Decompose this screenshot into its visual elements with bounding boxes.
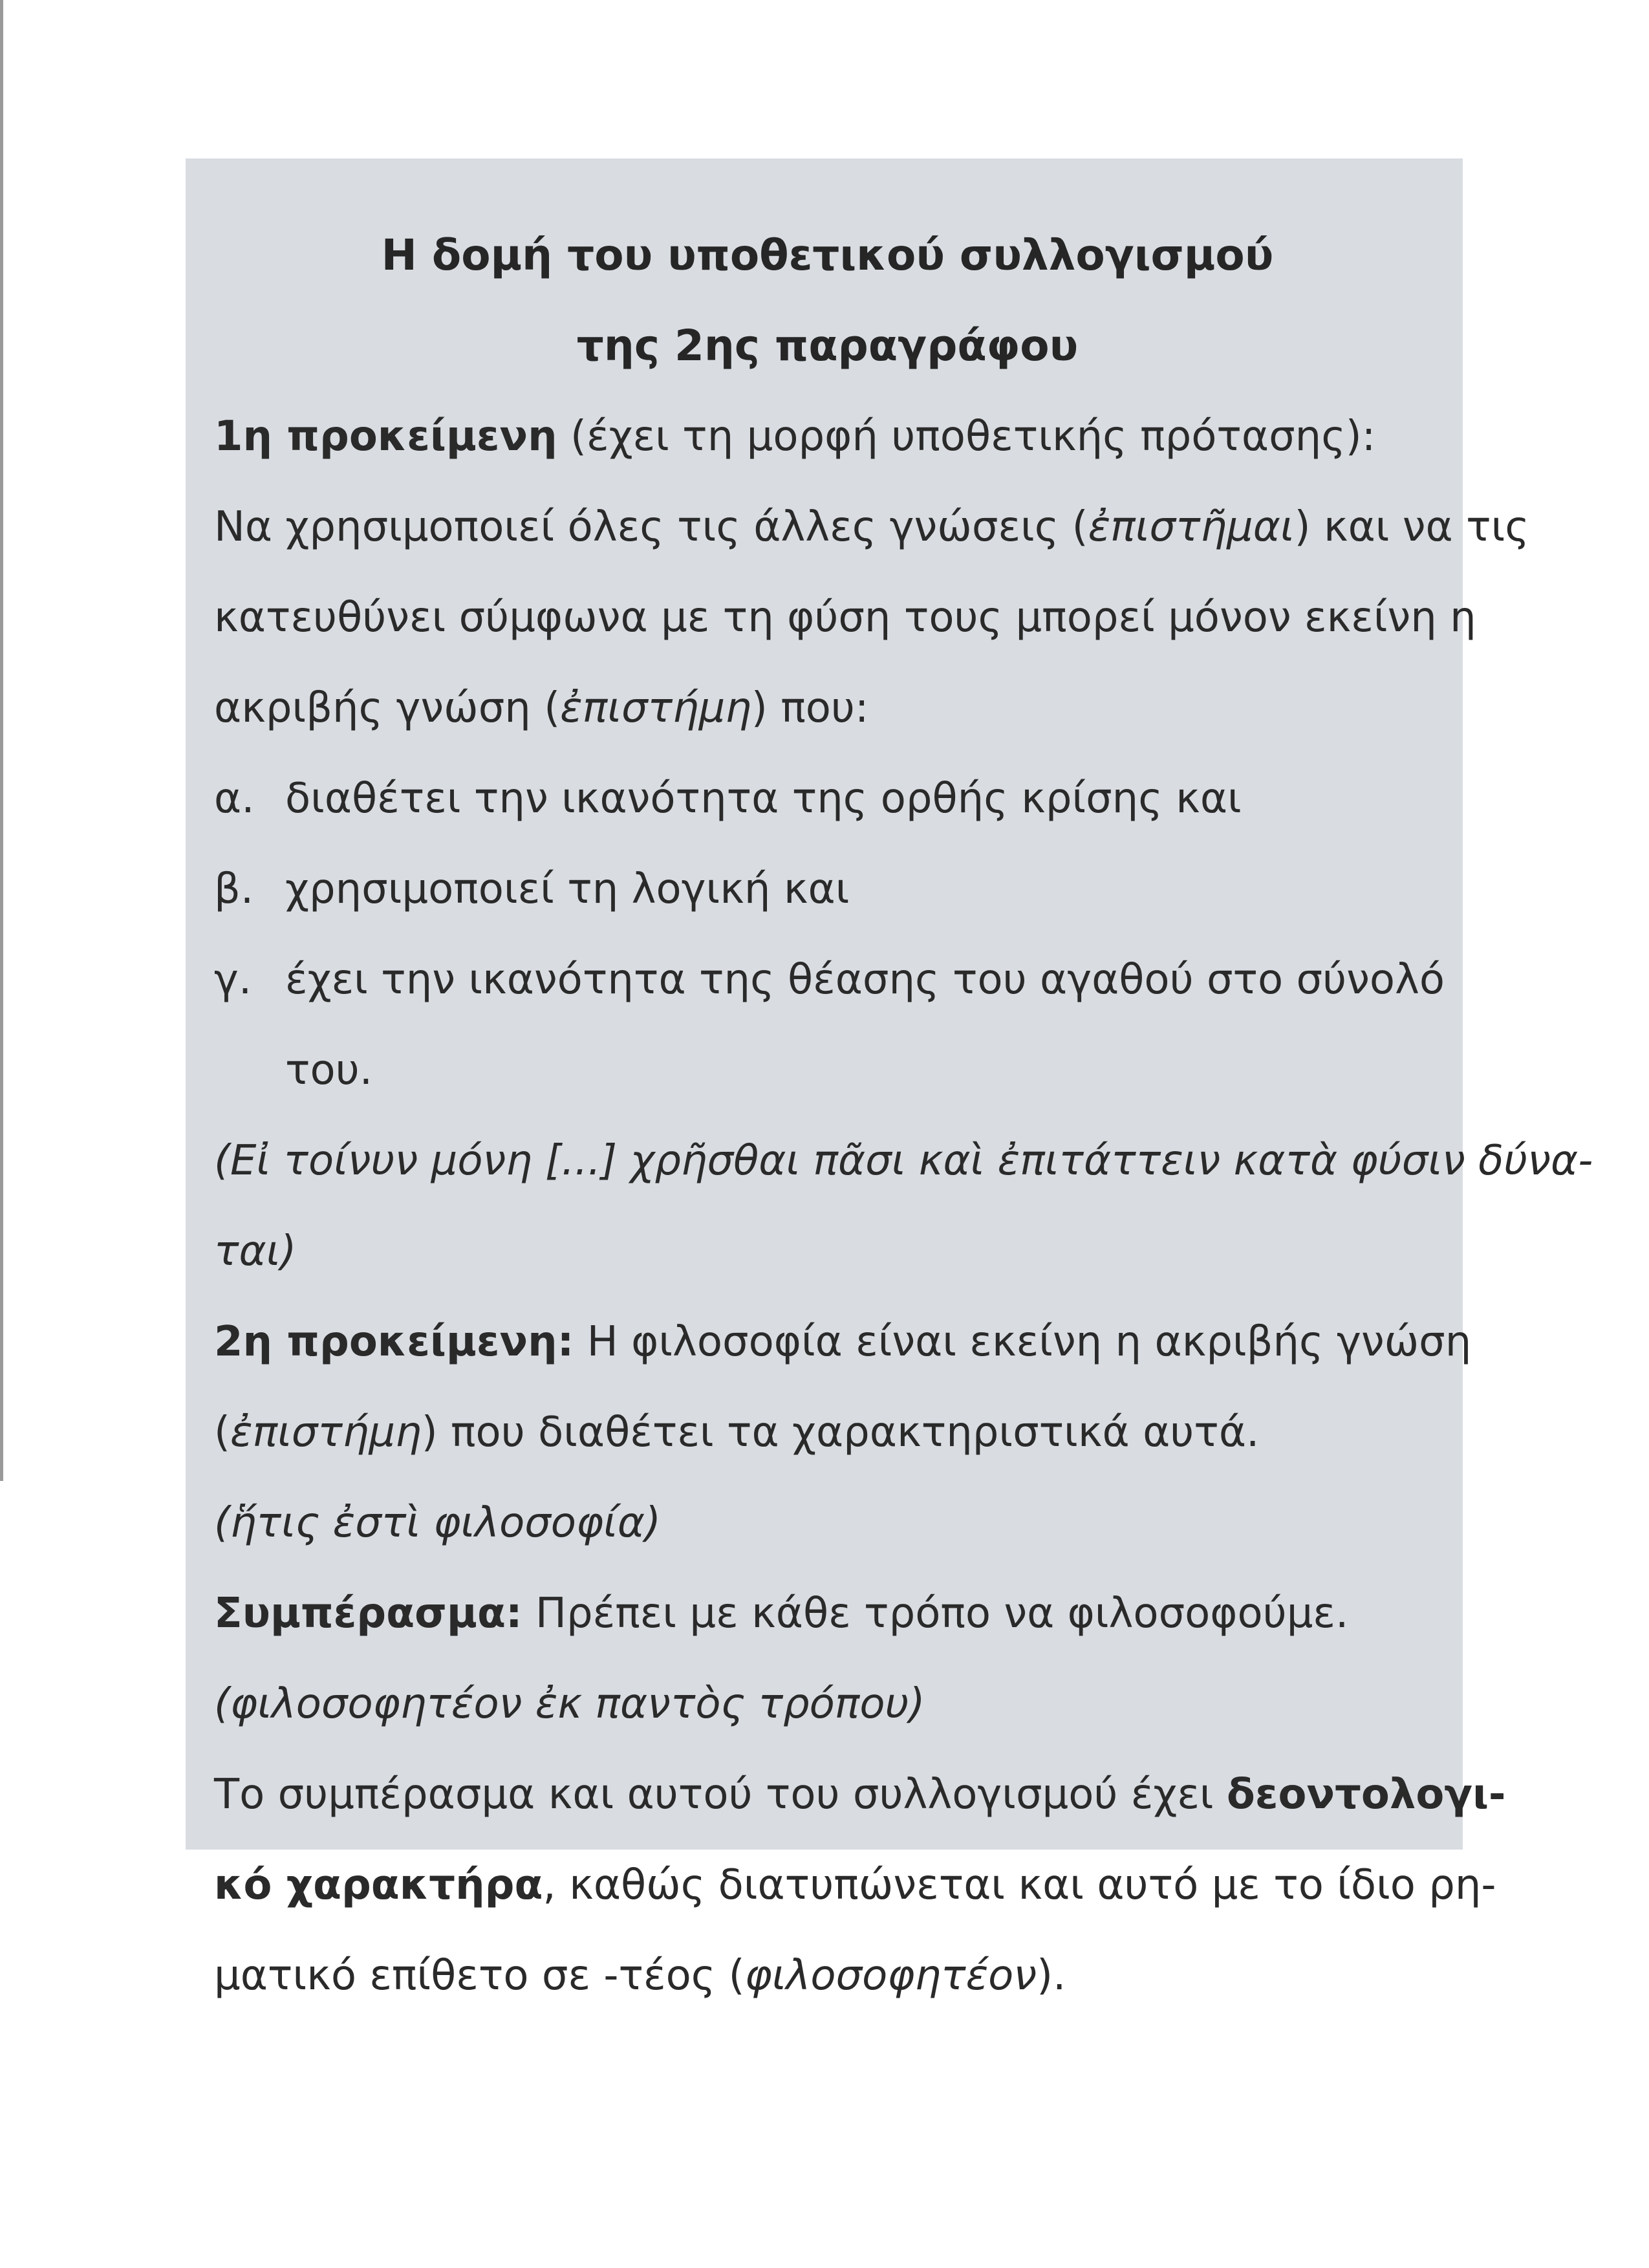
closing-line-3 (214, 1930, 1441, 2021)
premise-1-heading (214, 391, 1441, 482)
closing-bold-term: κό χαρακτήρα (214, 1861, 543, 1909)
premise-1-line-2: κατευθύνει σύμφωνα με τη φύση τους μπορεί μόνον εκείνη η (214, 594, 1476, 642)
premise-1-line-3 (214, 663, 1441, 753)
premise-1-text: ακριβής γνώση ( (214, 684, 561, 732)
conclusion-text: Πρέπει με κάθε τρόπο να φιλοσοφούμε. (522, 1590, 1349, 1637)
list-item-marker: α. (214, 775, 255, 823)
premise-2-text: Η φιλοσοφία είναι εκείνη η ακριβής γνώση (574, 1318, 1472, 1366)
ancient-quote-2: (ἥτις ἐστὶ φιλοσοφία) (214, 1499, 661, 1547)
premise-1-text: ) και να τις (1294, 503, 1529, 551)
premise-1-label: 1η προκείμενη (214, 413, 557, 460)
list-item-marker: γ. (214, 956, 252, 1004)
text-box (186, 158, 1593, 2000)
ancient-greek-term: ἐπιστήμη (560, 684, 751, 732)
ancient-greek-term: φιλοσοφητέον (744, 1952, 1037, 2000)
ancient-quote-1-line-2: ται) (214, 1227, 297, 1275)
conclusion-line (214, 1568, 1441, 1659)
conclusion-label: Συμπέρασμα: (214, 1590, 523, 1637)
closing-text: , καθώς διατυπώνεται και αυτό με το ίδιο ρη- (543, 1861, 1496, 1909)
ancient-quote-3: (φιλοσοφητέον ἐκ παντὸς τρόπου) (214, 1680, 925, 1728)
list-item (214, 934, 1445, 1025)
premise-1-line-1 (214, 482, 1529, 572)
closing-bold-term: δεοντολογι- (1226, 1771, 1506, 1819)
scan-edge (0, 0, 3, 1481)
list-item-text: διαθέτει την ικανότητα της ορθής κρίσης και (285, 775, 1242, 823)
criteria-list (214, 753, 1445, 1116)
premise-2-text: ) που διαθέτει τα χαρακτηριστικά αυτά. (421, 1409, 1260, 1456)
premise-1-label-note: (έχει τη μορφή υποθετικής πρότασης): (557, 413, 1376, 460)
closing-line-2 (214, 1840, 1496, 1930)
closing-text: Το συμπέρασμα και αυτού του συλλογισμού έχει (214, 1771, 1227, 1819)
premise-2-line-1 (214, 1297, 1472, 1387)
ancient-greek-term: ἐπιστῆμαι (1088, 503, 1295, 551)
premise-1-text: ) που: (751, 684, 869, 732)
list-item (214, 844, 1441, 934)
premise-2-line-2 (214, 1387, 1441, 1478)
list-item-text: έχει την ικανότητα της θέασης του αγαθού στο σύνολό (285, 956, 1445, 1004)
ancient-quote-1-line-1: (Εἰ τοίνυν μόνη [...] χρῆσθαι πᾶσι καὶ ἐπιτάττειν κατὰ φύσιν δύνα- (214, 1137, 1593, 1185)
list-item (214, 753, 1441, 844)
closing-line-1 (214, 1749, 1506, 1840)
closing-text: ματικό επίθετο σε -τέος ( (214, 1952, 745, 2000)
list-item-continuation: του. (285, 1046, 373, 1094)
list-item-text: χρησιμοποιεί τη λογική και (285, 865, 850, 913)
box-title-line-1: Η δομή του υποθετικού συλλογισμού (381, 230, 1274, 280)
premise-2-label: 2η προκείμενη: (214, 1318, 574, 1366)
premise-2-text: ( (214, 1409, 230, 1456)
closing-text: ). (1037, 1952, 1066, 2000)
ancient-greek-term: ἐπιστήμη (230, 1409, 422, 1456)
premise-1-text: Να χρησιμοποιεί όλες τις άλλες γνώσεις ( (214, 503, 1088, 551)
box-title-line-2: της 2ης παραγράφου (576, 321, 1079, 371)
list-item-marker: β. (214, 865, 254, 913)
